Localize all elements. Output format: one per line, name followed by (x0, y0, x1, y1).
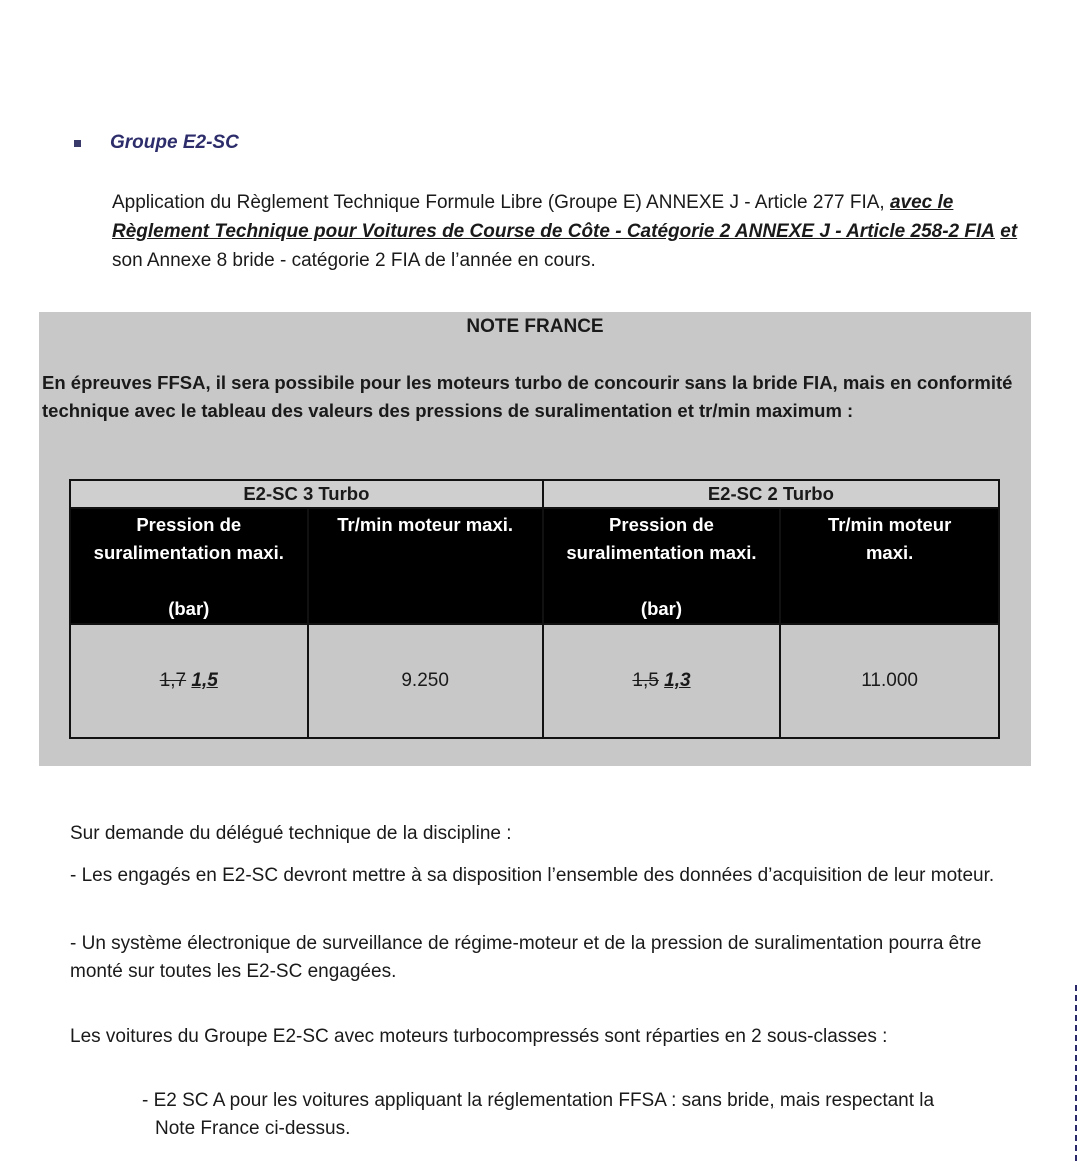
revision-margin-mark (1075, 985, 1077, 1162)
group-header-2-turbo: E2-SC 2 Turbo (543, 480, 999, 508)
header-label: Pression de suralimentation maxi. (93, 514, 284, 563)
paragraph: Les voitures du Groupe E2-SC avec moteurs turbocompressés sont réparties en 2 sous-classes : (70, 1026, 888, 1047)
header-unit: (bar) (640, 598, 683, 619)
section-title: Groupe E2-SC (110, 132, 239, 153)
intro-regulation-reference: avec le Règlement Technique pour Voitures de Course de Côte - Catégorie 2 ANNEXE J - Article 258-2 FIA (112, 192, 995, 242)
intro-et: et (1000, 221, 1018, 242)
column-header (70, 508, 308, 624)
table-cell: 9.250 (308, 624, 543, 738)
header-label: Tr/min moteur maxi. (337, 514, 514, 535)
intro-paragraph (112, 188, 1032, 275)
turbo-table (69, 479, 1000, 739)
note-body: En épreuves FFSA, il sera possibile pour les moteurs turbo de concourir sans la bride FIA, mais en conformité technique avec le tableau des valeurs des pressions de suralimentation et tr/min maximum : (42, 372, 1013, 421)
column-header (308, 508, 543, 624)
subclass-text-line2: Note France ci-dessus. (155, 1118, 351, 1139)
old-value: 1,7 (159, 670, 187, 691)
header-label: Tr/min moteur maxi. (827, 514, 952, 563)
table-cell (543, 624, 781, 738)
header-label: Pression de suralimentation maxi. (566, 514, 757, 563)
intro-text: Application du Règlement Technique Formule Libre (Groupe E) ANNEXE J - Article 277 FIA, (112, 192, 890, 213)
square-bullet-icon (74, 140, 81, 147)
paragraph: - Les engagés en E2-SC devront mettre à sa disposition l’ensemble des données d’acquisition de leur moteur. (70, 865, 995, 886)
header-unit: (bar) (168, 598, 210, 619)
note-france-box (39, 312, 1031, 766)
column-header (543, 508, 781, 624)
new-value: 1,3 (664, 670, 691, 691)
paragraph: Sur demande du délégué technique de la discipline : (70, 823, 512, 844)
new-value: 1,5 (191, 670, 218, 691)
subclass-text: - E2 SC A pour les voitures appliquant la réglementation FFSA : sans bride (142, 1090, 770, 1111)
paragraph: - Un système électronique de surveillance de régime-moteur et de la pression de suralimentation pourra être monté sur toutes les E2-SC engagées. (70, 933, 982, 982)
table-cell (70, 624, 308, 738)
table-cell: 11.000 (780, 624, 999, 738)
subclass-item (142, 1087, 1012, 1143)
group-header-3-turbo: E2-SC 3 Turbo (70, 480, 543, 508)
subclass-text-cont: mais respectant la (774, 1090, 935, 1111)
column-header (780, 508, 999, 624)
old-value: 1,5 (632, 670, 659, 691)
subclass-comma: , (769, 1090, 775, 1111)
intro-text-end: son Annexe 8 bride - catégorie 2 FIA de l’année en cours. (112, 250, 596, 271)
note-title: NOTE FRANCE (466, 316, 604, 337)
